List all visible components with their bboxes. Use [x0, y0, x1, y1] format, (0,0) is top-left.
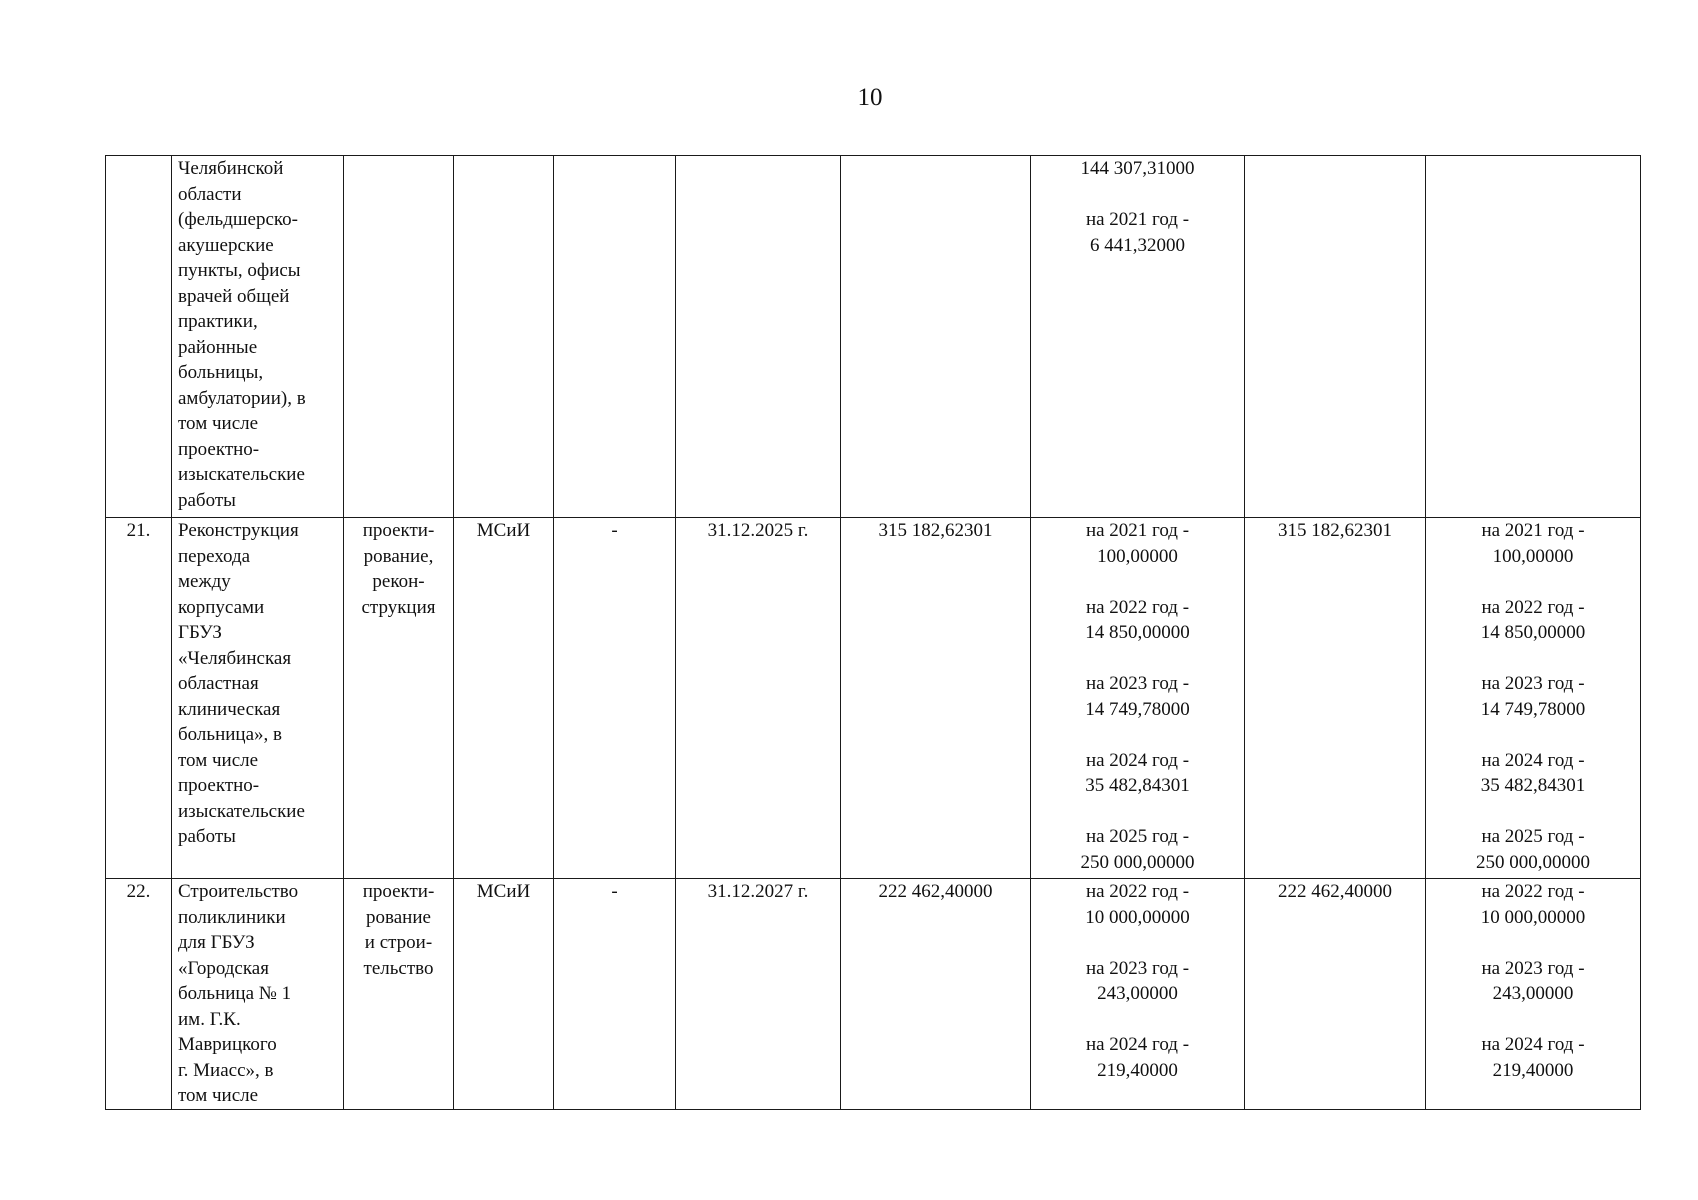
work-type-line: рекон- [372, 571, 425, 592]
limit-cell [1245, 156, 1426, 518]
object-name-line: акушерские [178, 234, 274, 256]
financing-cell [1031, 156, 1245, 518]
financing-line: на 2024 год - [1085, 749, 1190, 771]
table-row [106, 156, 1641, 518]
object-name-line: проектно- [178, 775, 260, 796]
distribution-line: 219,40000 [1492, 1059, 1574, 1081]
object-name-cell [172, 156, 344, 518]
distribution-line: 14 850,00000 [1480, 622, 1586, 643]
start-date-cell [554, 156, 676, 518]
financing-cell [1031, 879, 1245, 1110]
financing-line: 250 000,00000 [1080, 851, 1195, 873]
object-name-line: работы [178, 826, 236, 847]
customer-cell: МСиИ [454, 518, 554, 879]
distribution-line: 243,00000 [1492, 983, 1574, 1004]
customer-cell: МСиИ [454, 879, 554, 1110]
financing-line: на 2021 год - [1085, 520, 1190, 541]
financing-cell [1031, 518, 1245, 879]
distribution-line: на 2025 год - [1481, 826, 1585, 847]
distribution-line: на 2024 год - [1481, 749, 1585, 771]
end-date-cell: 31.12.2027 г. [676, 879, 841, 1110]
work-type-line: и строи- [364, 932, 433, 953]
object-name-line: корпусами [178, 596, 265, 618]
distribution-line: на 2021 год - [1481, 520, 1585, 541]
object-name-line: больница № 1 [178, 983, 292, 1004]
object-name-line: поликлиники [178, 906, 286, 928]
object-name-line: областная [178, 673, 259, 694]
distribution-line: 10 000,00000 [1480, 906, 1586, 928]
object-name-line: пункты, офисы [178, 260, 301, 281]
distribution-line: на 2022 год - [1481, 596, 1585, 618]
object-name-line: изыскательские [178, 464, 305, 485]
distribution-cell [1426, 879, 1641, 1110]
financing-line: 100,00000 [1097, 545, 1178, 567]
financing-line: 144 307,31000 [1080, 158, 1195, 179]
object-name-line: между [178, 571, 231, 592]
table-row [106, 879, 1641, 1110]
object-name-cell [172, 879, 344, 1110]
work-type-line: проекти- [362, 520, 435, 541]
row-number-cell: 22. [106, 879, 172, 1110]
investment-table [105, 155, 1641, 1110]
object-name-line: работы [178, 489, 236, 511]
object-name-line: Строительство [178, 881, 299, 902]
object-name-line: ГБУЗ [178, 622, 222, 643]
distribution-line: 100,00000 [1492, 545, 1574, 567]
object-name-line: им. Г.К. [178, 1008, 241, 1030]
page-number: 10 [857, 84, 883, 111]
work-type-line: проекти- [362, 881, 435, 902]
financing-line: на 2022 год - [1085, 596, 1190, 618]
financing-line: на 2023 год - [1085, 673, 1190, 694]
distribution-line: на 2023 год - [1481, 957, 1585, 979]
object-name-line: том числе [178, 1085, 259, 1106]
work-type-line: рование, [363, 545, 434, 567]
distribution-line: 14 749,78000 [1480, 698, 1586, 720]
start-date-cell: - [554, 518, 676, 879]
distribution-line: на 2024 год - [1481, 1034, 1585, 1055]
work-type-line: струкция [361, 596, 436, 618]
limit-cell: 222 462,40000 [1245, 879, 1426, 1110]
object-name-line: Маврицкого [178, 1034, 277, 1055]
distribution-line: 35 482,84301 [1480, 775, 1586, 796]
object-name-line: «Городская [178, 957, 269, 979]
object-name-line: «Челябинская [178, 647, 292, 669]
object-name-line: г. Миасс», в [178, 1059, 274, 1081]
distribution-line: на 2022 год - [1481, 881, 1585, 902]
object-name-line: том числе [178, 749, 259, 771]
work-type-cell [344, 156, 454, 518]
object-name-line: практики, [178, 311, 258, 332]
cost-cell: 222 462,40000 [841, 879, 1031, 1110]
object-name-line: проектно- [178, 438, 260, 460]
object-name-line: Челябинской [178, 158, 284, 179]
object-name-line: (фельдшерско- [178, 209, 298, 230]
financing-line: 35 482,84301 [1085, 775, 1190, 796]
object-name-line: больница», в [178, 724, 282, 745]
financing-line: на 2025 год - [1085, 826, 1190, 847]
financing-line: 10 000,00000 [1085, 906, 1190, 928]
financing-line: 243,00000 [1097, 983, 1178, 1004]
work-type-line: рование [366, 906, 431, 928]
end-date-cell: 31.12.2025 г. [676, 518, 841, 879]
object-name-line: перехода [178, 545, 251, 567]
financing-line: 6 441,32000 [1090, 234, 1185, 256]
financing-line: на 2023 год - [1085, 957, 1190, 979]
work-type-cell [344, 879, 454, 1110]
object-name-line: клиническая [178, 698, 281, 720]
table-body [106, 156, 1641, 1110]
row-number-cell [106, 156, 172, 518]
object-name-line: изыскательские [178, 800, 305, 822]
cost-cell: 315 182,62301 [841, 518, 1031, 879]
object-name-line: Реконструкция [178, 520, 299, 541]
object-name-cell [172, 518, 344, 879]
table-row [106, 518, 1641, 879]
distribution-line: 250 000,00000 [1476, 851, 1590, 873]
work-type-line: тельство [363, 957, 434, 979]
limit-cell: 315 182,62301 [1245, 518, 1426, 879]
financing-line: на 2024 год - [1085, 1034, 1190, 1055]
object-name-line: том числе [178, 413, 259, 434]
object-name-line: врачей общей [178, 285, 290, 307]
object-name-line: для ГБУЗ [178, 932, 255, 953]
financing-line: 14 850,00000 [1085, 622, 1190, 643]
distribution-cell [1426, 518, 1641, 879]
row-number-cell: 21. [106, 518, 172, 879]
end-date-cell [676, 156, 841, 518]
distribution-cell [1426, 156, 1641, 518]
object-name-line: больницы, [178, 362, 264, 383]
object-name-line: районные [178, 336, 258, 358]
financing-line: 219,40000 [1097, 1059, 1178, 1081]
financing-line: на 2021 год - [1085, 209, 1190, 230]
object-name-line: амбулатории), в [178, 387, 306, 409]
object-name-line: области [178, 183, 242, 205]
financing-line: 14 749,78000 [1085, 698, 1190, 720]
customer-cell [454, 156, 554, 518]
financing-line: на 2022 год - [1085, 881, 1190, 902]
distribution-line: на 2023 год - [1481, 673, 1585, 694]
start-date-cell: - [554, 879, 676, 1110]
work-type-cell [344, 518, 454, 879]
cost-cell [841, 156, 1031, 518]
